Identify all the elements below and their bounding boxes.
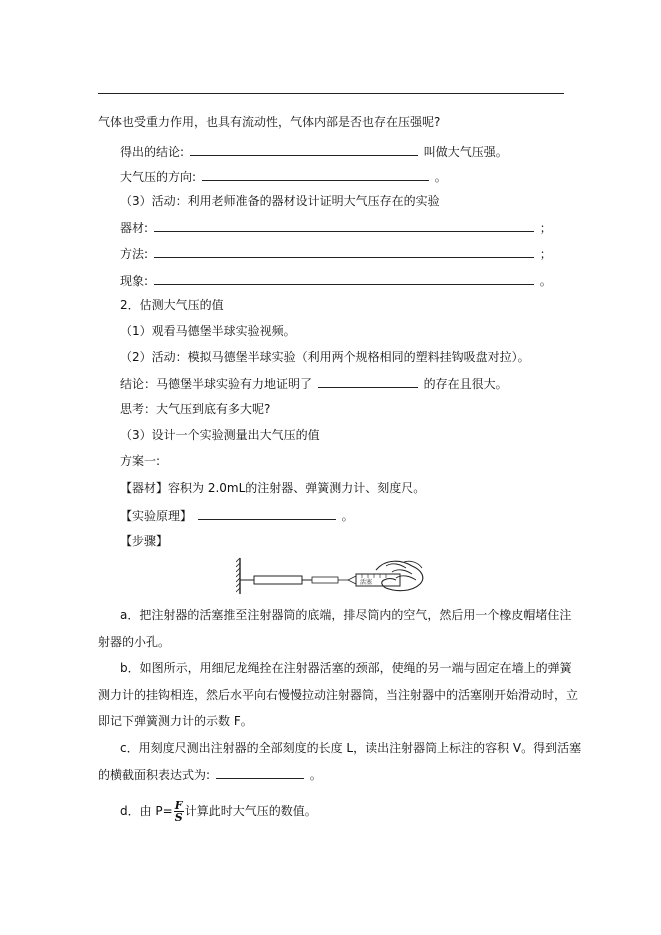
method-suffix: ；	[539, 247, 552, 261]
conclusion2-prefix: 结论：马德堡半球实验有力地证明了	[120, 377, 313, 391]
phenomenon-suffix: 。	[539, 274, 552, 288]
conclusion-suffix: 叫做大气压强。	[423, 145, 508, 159]
conclusion2-suffix: 的存在且很大。	[423, 377, 508, 391]
step-c-suffix: 。	[309, 768, 322, 782]
plan1-line: 方案一:	[120, 454, 161, 468]
equipment2-line: 【器材】容积为 2.0mL的注射器、弹簧测力计、刻度尺。	[120, 481, 426, 495]
principle-prefix: 【实验原理】	[120, 509, 193, 523]
equipment-suffix: ；	[539, 221, 552, 235]
think-line: 思考：大气压到底有多大呢?	[120, 402, 271, 416]
steps-heading: 【步骤】	[120, 534, 169, 548]
step-b-line3: 即记下弹簧测力计的示数 F。	[98, 714, 253, 728]
item1-line: （1）观看马德堡半球实验视频。	[120, 324, 296, 338]
step-a-line2: 射器的小孔。	[98, 635, 171, 649]
direction-prefix: 大气压的方向:	[120, 170, 197, 184]
area-expression-blank[interactable]	[216, 766, 304, 779]
phenomenon-blank[interactable]	[154, 272, 534, 285]
activity3-line: （3）活动：利用老师准备的器材设计证明大气压存在的实验	[120, 194, 440, 208]
step-d-prefix: d．由 P=	[120, 804, 173, 818]
formula-denominator: S	[174, 811, 183, 824]
method-line	[120, 245, 552, 261]
syringe-apparatus-figure	[236, 556, 426, 596]
intro-question: 气体也受重力作用，也具有流动性，气体内部是否也存在压强呢?	[98, 115, 441, 129]
phenomenon-line	[120, 272, 552, 288]
pressure-formula-fraction	[174, 800, 184, 823]
step-d-suffix: 计算此时大气压的数值。	[184, 804, 317, 818]
step-c-line2	[98, 766, 322, 782]
conclusion-blank[interactable]	[190, 143, 418, 156]
conclusion2-line	[120, 375, 508, 391]
principle-line	[120, 507, 354, 523]
section2-heading: 2．估测大气压的值	[120, 298, 224, 312]
principle-suffix: 。	[341, 509, 354, 523]
step-c-line1: c．用刻度尺测出注射器的全部刻度的长度 L，读出注射器筒上标注的容积 V。得到活塞	[120, 741, 582, 755]
phenomenon-prefix: 现象:	[120, 274, 149, 288]
method-blank[interactable]	[154, 245, 534, 258]
item3-line: （3）设计一个实验测量出大气压的值	[120, 428, 320, 442]
conclusion-line	[120, 143, 508, 159]
step-d-line	[120, 798, 317, 824]
equipment-prefix: 器材:	[120, 221, 149, 235]
syringe-label: 活塞	[360, 580, 373, 586]
item2-line: （2）活动：模拟马德堡半球实验（利用两个规格相同的塑料挂钩吸盘对拉）。	[120, 350, 530, 364]
step-a-line1: a．把注射器的活塞推至注射器筒的底端，排尽筒内的空气，然后用一个橡皮帽堵住注	[120, 608, 572, 622]
direction-suffix: 。	[434, 170, 447, 184]
equipment-line	[120, 219, 552, 235]
conclusion-prefix: 得出的结论:	[120, 145, 185, 159]
conclusion2-blank[interactable]	[318, 375, 418, 388]
step-b-line2: 测力计的挂钩相连，然后水平向右慢慢拉动注射器筒，当注射器中的活塞刚开始滑动时，立	[98, 688, 579, 702]
step-b-line1: b．如图所示，用细尼龙绳拴在注射器活塞的颈部，使绳的另一端与固定在墙上的弹簧	[120, 661, 572, 675]
header-rule	[98, 93, 564, 94]
principle-blank[interactable]	[198, 507, 336, 520]
direction-line	[120, 168, 447, 184]
formula-numerator: F	[174, 799, 183, 812]
direction-blank[interactable]	[202, 168, 429, 181]
method-prefix: 方法:	[120, 247, 149, 261]
equipment-blank[interactable]	[154, 219, 534, 232]
step-c-prefix: 的横截面积表达式为:	[98, 768, 211, 782]
